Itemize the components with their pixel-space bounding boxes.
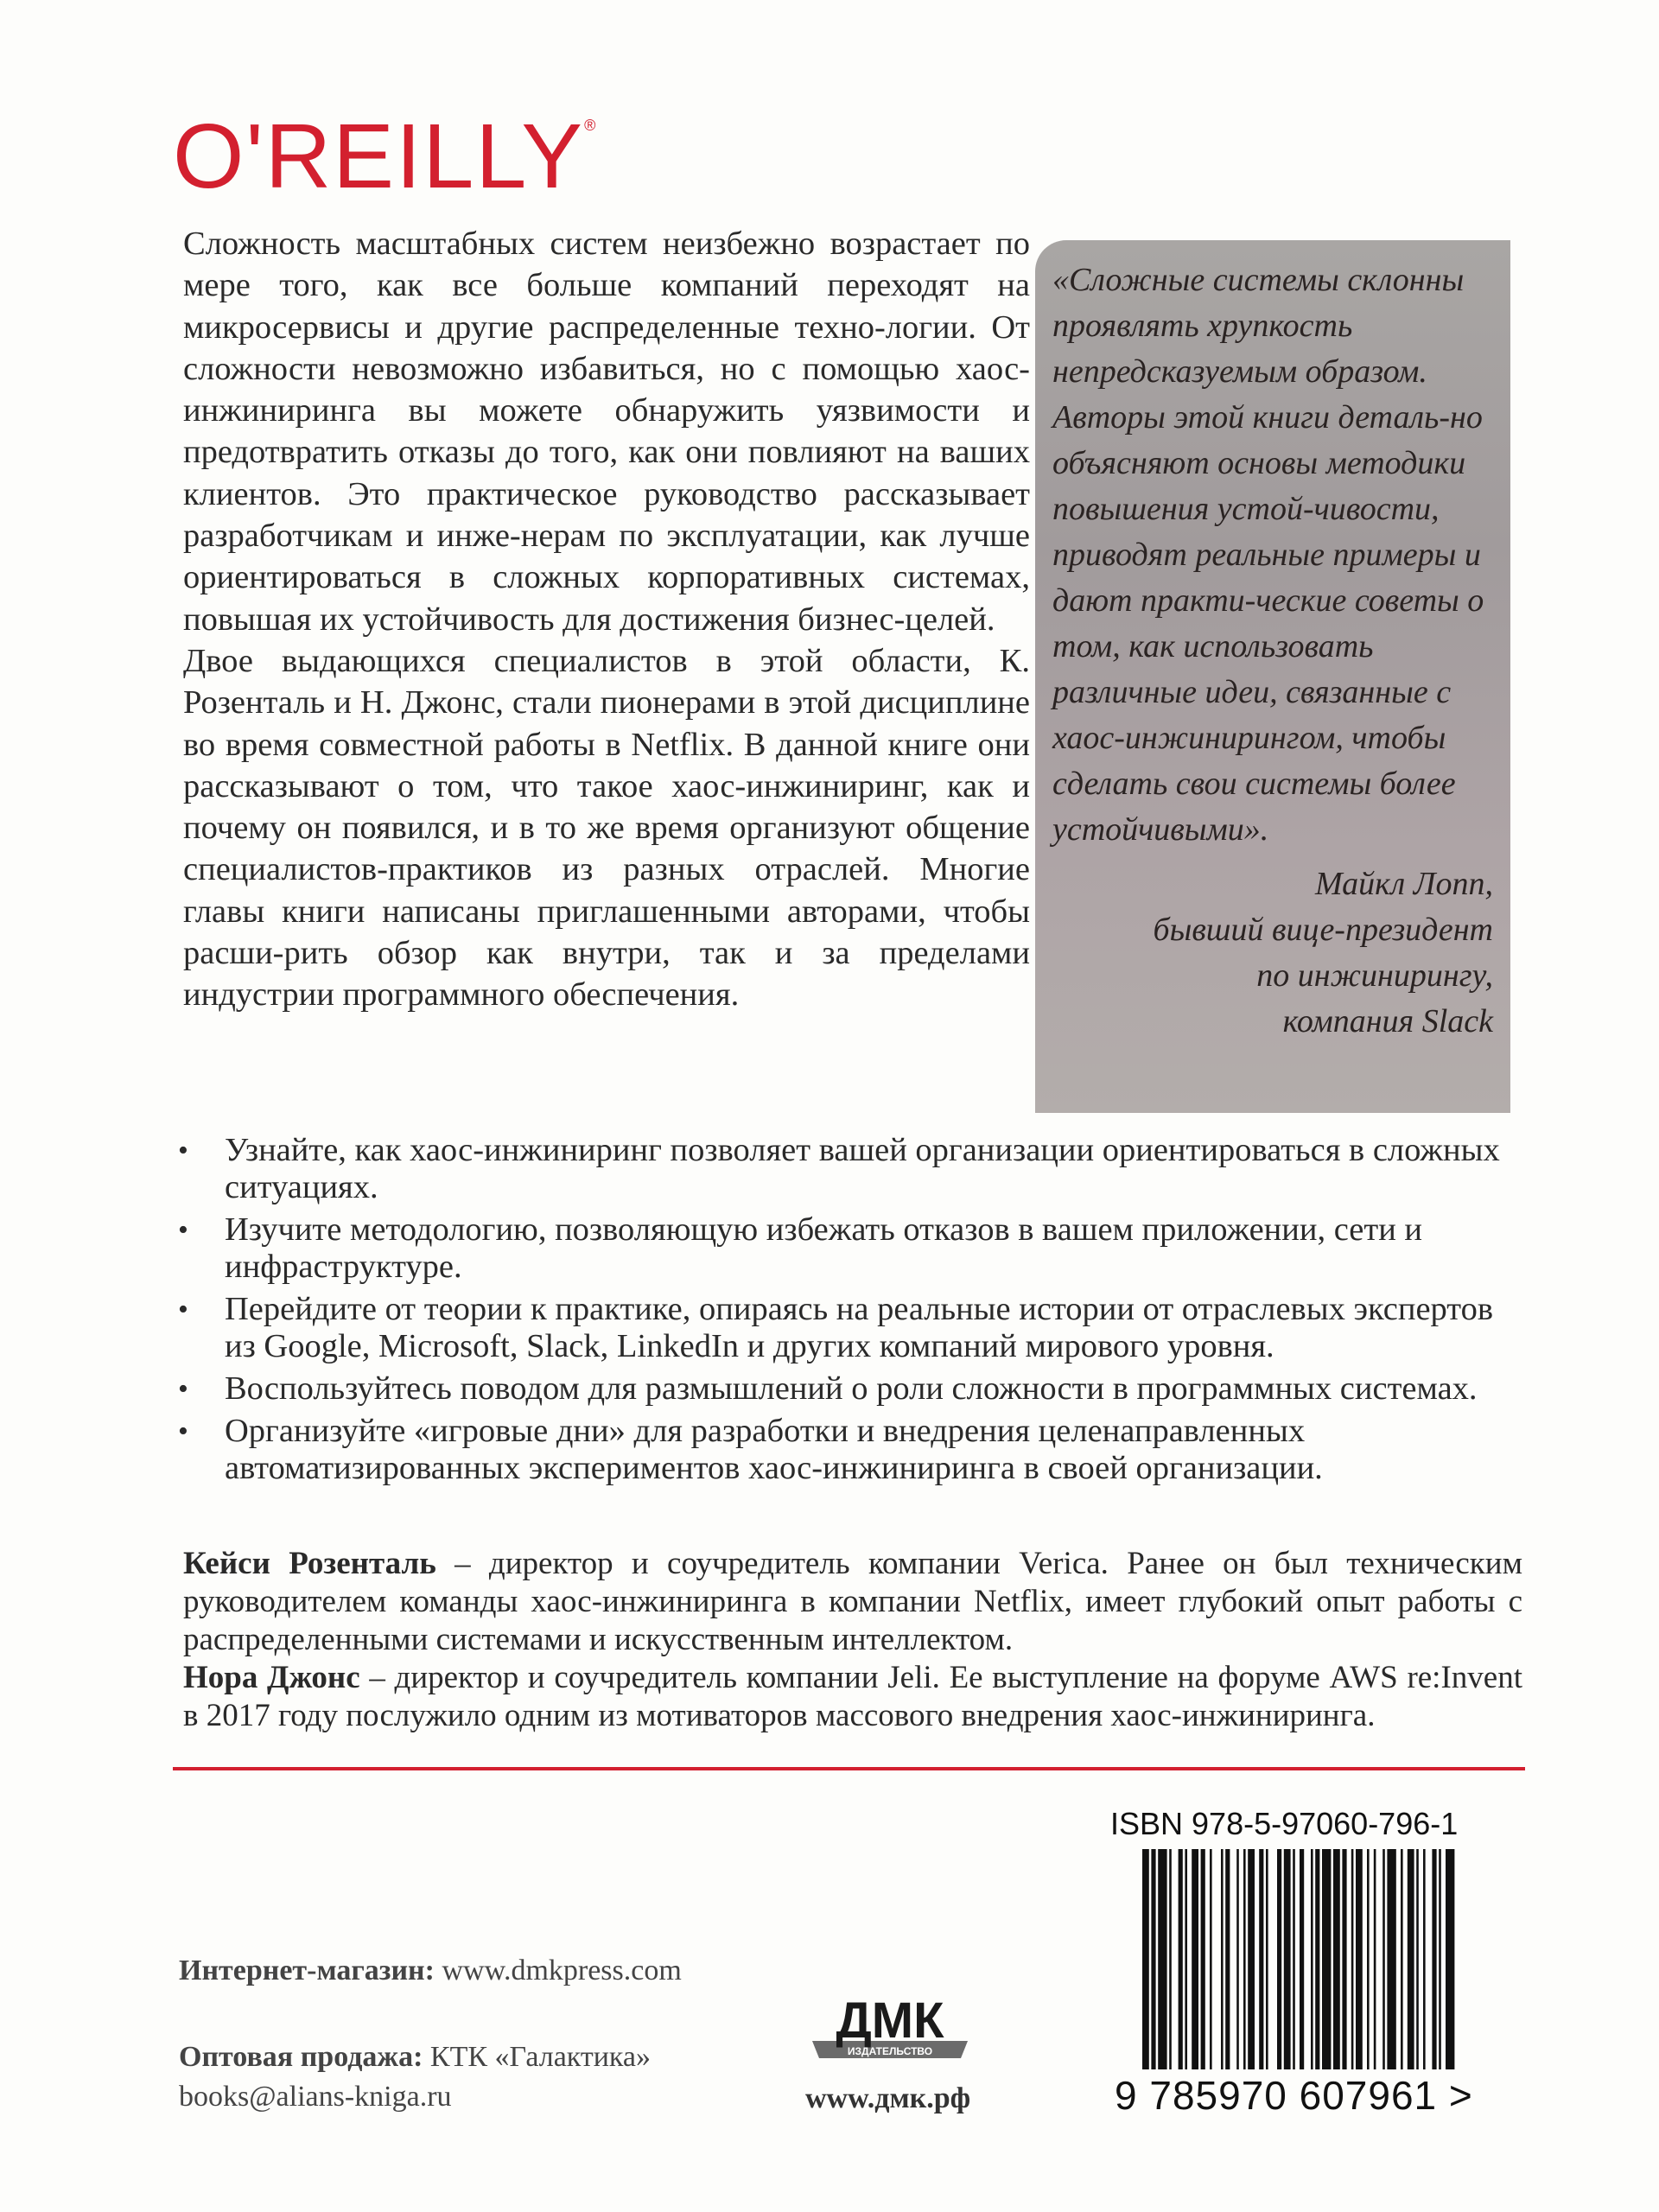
- bullet-text: Организуйте «игровые дни» для разработки и внедрения целенаправленных автоматизированных экспериментов хаос-инжиниринга в своей организации.: [225, 1413, 1323, 1486]
- author-bio-text: – директор и соучредитель компании Verica. Ранее он был техническим руководителем команды хаос-инжиниринга в компании Netflix, имеет глубокий опыт работы с распределенными системами и искусственным интеллектом.: [183, 1546, 1523, 1657]
- wholesale-label: Оптовая продажа:: [179, 2041, 423, 2073]
- online-shop-url: www.dmkpress.com: [442, 1955, 682, 1986]
- book-description: [183, 223, 1030, 1016]
- barcode-bar: [1367, 1849, 1370, 2069]
- quote-author-line: по инжинирингу,: [1256, 957, 1493, 994]
- barcode-bar: [1236, 1849, 1239, 2069]
- barcode-bar: [1311, 1849, 1313, 2069]
- isbn-label: ISBN 978-5-97060-796-1: [1110, 1806, 1459, 1841]
- registered-mark: ®: [584, 117, 598, 134]
- quote-author-line: компания Slack: [1282, 1003, 1493, 1039]
- barcode-bar: [1243, 1849, 1246, 2069]
- barcode-bar: [1266, 1849, 1268, 2069]
- bullet-dot: •: [178, 1373, 188, 1405]
- barcode-digits: 9 785970 607961 >: [1115, 2073, 1473, 2118]
- barcode-bar: [1416, 1849, 1419, 2069]
- barcode-bar: [1259, 1849, 1263, 2069]
- dmk-logo-text: ДМК: [836, 1993, 944, 2049]
- bullet-item: [173, 1370, 1521, 1408]
- barcode-bar: [1185, 1849, 1187, 2069]
- barcode-bar: [1192, 1849, 1198, 2069]
- barcode-bar: [1446, 1849, 1454, 2069]
- dmk-logo-subtext: ИЗДАТЕЛЬСТВО: [847, 2045, 933, 2057]
- contact-email: books@alians-kniga.ru: [179, 2081, 452, 2113]
- oreilly-logo: [173, 105, 598, 207]
- bullet-dot: •: [178, 1294, 188, 1325]
- barcode-bar: [1423, 1849, 1426, 2069]
- bullet-text: Воспользуйтесь поводом для размышлений о роли сложности в программных системах.: [225, 1370, 1478, 1407]
- bullet-item: [173, 1413, 1521, 1487]
- barcode-bar: [1351, 1849, 1354, 2069]
- quote-author-line: бывший вице-президент: [1153, 912, 1493, 948]
- barcode-bar: [1374, 1849, 1376, 2069]
- author-name: Нора Джонс: [183, 1660, 360, 1695]
- bullet-text: Узнайте, как хаос-инжиниринг позволяет вашей организации ориентироваться в сложных ситуациях.: [225, 1132, 1500, 1205]
- divider-line: [173, 1767, 1525, 1770]
- description-paragraph-2: Двое выдающихся специалистов в этой области, К. Розенталь и Н. Джонс, стали пионерами в этой дисциплине во время совместной работы в Netflix. В данной книге они рассказывают о том, что такое хаос-инжиниринг, как и почему он появился, и в то же время организуют общение специалистов-практиков из разных отраслей. Многие главы книги написаны приглашенными авторами, чтобы расши-рить обзор как внутри, так и за пределами индустрии программного обеспечения.: [183, 642, 1030, 1014]
- barcode-bar: [1315, 1849, 1319, 2069]
- quote-author: [1052, 861, 1493, 1045]
- barcode-bar: [1333, 1849, 1340, 2069]
- bullet-item: [173, 1132, 1521, 1206]
- barcode-bar: [1293, 1849, 1295, 2069]
- author-bios: [183, 1545, 1522, 1735]
- author-name: Кейси Розенталь: [183, 1546, 436, 1581]
- bullet-dot: •: [178, 1214, 188, 1246]
- feature-bullets: [173, 1132, 1521, 1492]
- wholesale: [179, 2041, 651, 2074]
- bullet-item: [173, 1211, 1521, 1286]
- barcode-bar: [1356, 1849, 1363, 2069]
- barcode-bar: [1322, 1849, 1331, 2069]
- author-bio-text: – директор и соучредитель компании Jeli. Ее выступление на форуме AWS re:Invent в 2017 году послужило одним из мотиваторов массового внедрения хаос-инжиниринга.: [183, 1660, 1522, 1733]
- bullet-item: [173, 1291, 1521, 1365]
- barcode-bar: [1151, 1849, 1155, 2069]
- barcode-bar: [1221, 1849, 1224, 2069]
- bullet-text: Перейдите от теории к практике, опираясь на реальные истории от отраслевых экспертов из Google, Microsoft, Slack, LinkedIn и других компаний мирового уровня.: [225, 1291, 1494, 1364]
- barcode-bar: [1408, 1849, 1414, 2069]
- dmk-url: www.дмк.рф: [805, 2082, 971, 2114]
- bullet-dot: •: [178, 1135, 188, 1166]
- barcode-bar: [1248, 1849, 1255, 2069]
- barcode-bar: [1387, 1849, 1395, 2069]
- barcode-bar: [1401, 1849, 1403, 2069]
- quote-author-line: Майкл Лопп,: [1315, 866, 1493, 902]
- author-bio: [183, 1545, 1522, 1659]
- barcode-bar: [1142, 1849, 1149, 2069]
- wholesale-value: КТК «Галактика»: [429, 2041, 652, 2073]
- barcode-bar: [1179, 1849, 1183, 2069]
- description-paragraph-1: Сложность масштабных систем неизбежно возрастает по мере того, как все больше компаний переходят на микросервисы и другие распределенные техно-логии. От сложности невозможно избавиться, но с помощью хаос-инжиниринга вы можете обнаружить уязвимости и предотвратить отказы до того, как они повлияют на ваших клиентов. Это практическое руководство рассказывает разработчикам и инже-нерам по эксплуатации, как лучше ориентироваться в сложных корпоративных системах, повышая их устойчивость для достижения бизнес-целей.: [183, 226, 1030, 638]
- barcode-bar: [1432, 1849, 1436, 2069]
- barcode-bar: [1225, 1849, 1230, 2069]
- online-shop-label: Интернет-магазин:: [179, 1955, 435, 1986]
- barcode-bar: [1300, 1849, 1304, 2069]
- barcode-bar: [1201, 1849, 1205, 2069]
- bullet-text: Изучите методологию, позволяющую избежать отказов в вашем приложении, сети и инфраструктуре.: [225, 1211, 1423, 1285]
- barcode-bar: [1277, 1849, 1281, 2069]
- barcode-bar: [1439, 1849, 1441, 2069]
- quote-box: [1035, 240, 1510, 1113]
- barcode-bar: [1284, 1849, 1291, 2069]
- barcode-bar: [1342, 1849, 1346, 2069]
- logo-text: O'REILLY: [173, 105, 585, 207]
- author-bio: [183, 1659, 1522, 1735]
- barcode-bar: [1169, 1849, 1172, 2069]
- barcode-bar: [1158, 1849, 1166, 2069]
- online-shop: [179, 1955, 682, 1987]
- quote-text: «Сложные системы склонны проявлять хрупкость непредсказуемым образом. Авторы этой книги деталь-но объясняют основы методики повышения устой-чивости, приводят реальные примеры и дают практи-ческие советы о том, как использовать различные идеи, связанные с хаос-инжинирингом, чтобы сделать свои системы более устойчивыми».: [1052, 262, 1484, 848]
- bullet-dot: •: [178, 1415, 188, 1447]
- dmk-logo: [804, 1987, 976, 2074]
- barcode: [1139, 1849, 1516, 2069]
- barcode-bar: [1210, 1849, 1212, 2069]
- barcode-bar: [1382, 1849, 1385, 2069]
